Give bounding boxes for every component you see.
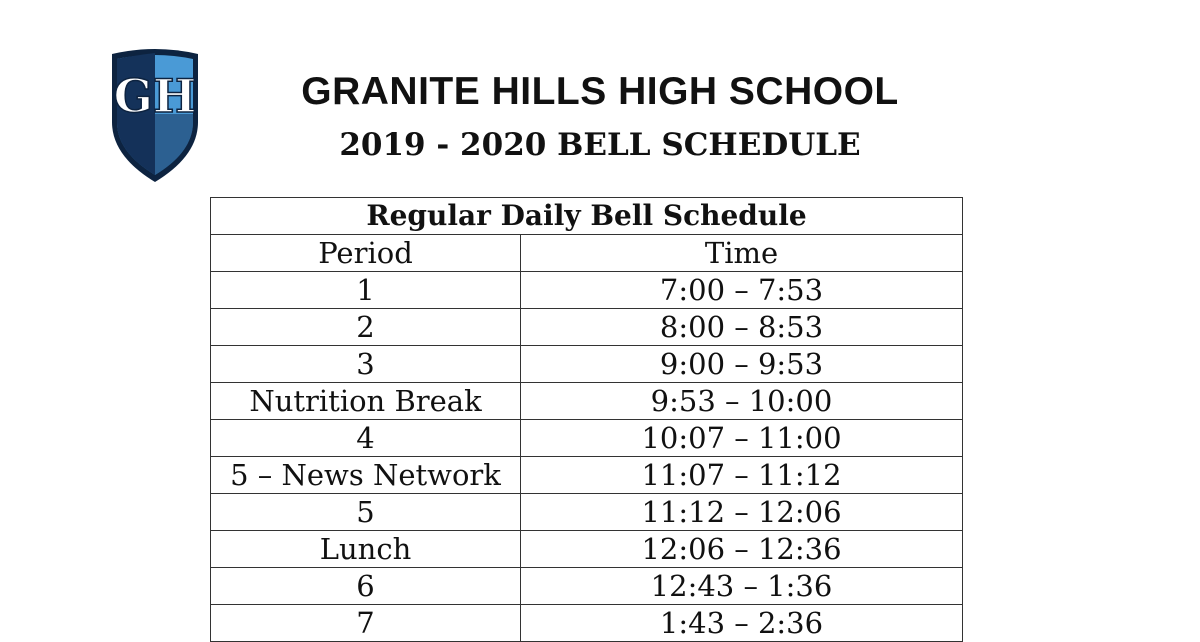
table-row [211,494,963,531]
time-cell: 7:00 – 7:53 [521,272,963,309]
table-row [211,605,963,642]
period-cell: 2 [211,309,521,346]
time-cell: 12:43 – 1:36 [521,568,963,605]
table-row [211,568,963,605]
bell-schedule-table [210,197,963,642]
period-cell: 3 [211,346,521,383]
page-title: GRANITE HILLS HIGH SCHOOL [301,70,899,113]
table-row [211,457,963,494]
time-cell: 11:07 – 11:12 [521,457,963,494]
time-cell: 1:43 – 2:36 [521,605,963,642]
period-cell: Nutrition Break [211,383,521,420]
table-row [211,309,963,346]
period-cell: 1 [211,272,521,309]
table-row [211,272,963,309]
time-cell: 11:12 – 12:06 [521,494,963,531]
school-logo [108,48,202,184]
period-cell: 5 [211,494,521,531]
shield-icon [108,48,202,184]
time-cell: 8:00 – 8:53 [521,309,963,346]
time-cell: 9:00 – 9:53 [521,346,963,383]
header-period: Period [211,235,521,272]
logo-monogram: GH [113,69,197,123]
time-cell: 9:53 – 10:00 [521,383,963,420]
period-cell: 7 [211,605,521,642]
table-row [211,346,963,383]
period-cell: 6 [211,568,521,605]
header-time: Time [521,235,963,272]
time-cell: 12:06 – 12:36 [521,531,963,568]
page-subtitle: 2019 - 2020 BELL SCHEDULE [339,127,861,163]
table-row [211,420,963,457]
table-row [211,383,963,420]
table-caption-row [211,198,963,235]
table-header-row [211,235,963,272]
time-cell: 10:07 – 11:00 [521,420,963,457]
table-caption: Regular Daily Bell Schedule [211,198,963,235]
table-row [211,531,963,568]
period-cell: Lunch [211,531,521,568]
period-cell: 4 [211,420,521,457]
period-cell: 5 – News Network [211,457,521,494]
